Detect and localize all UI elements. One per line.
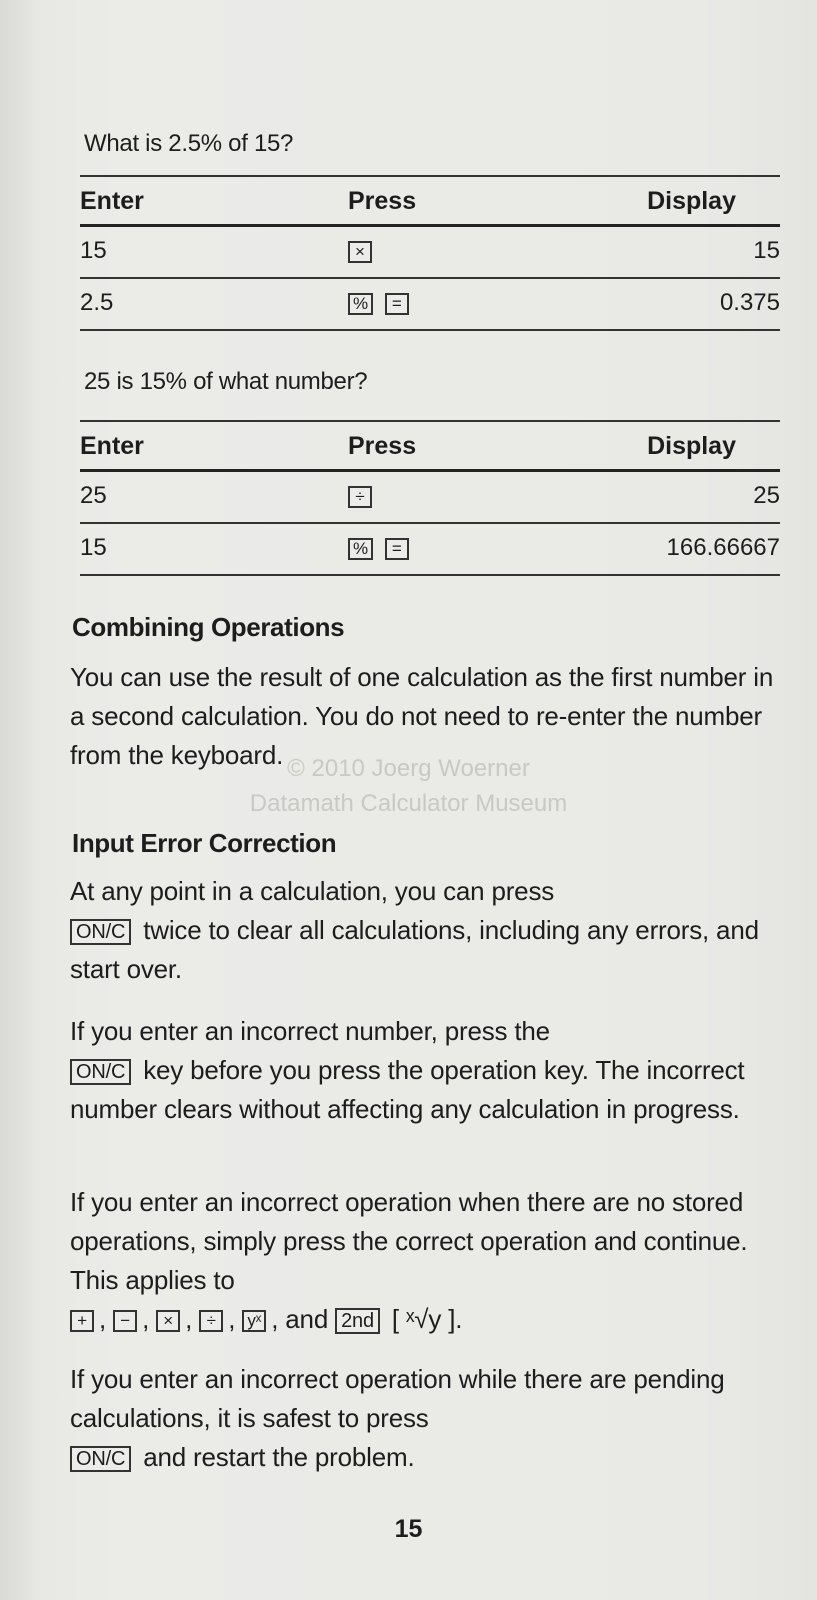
enter-value: 25 <box>80 471 348 524</box>
paragraph-text: If you enter an incorrect operation while there are pending calculations, it is safest to press <box>70 1364 725 1433</box>
second-function-key: 2nd <box>335 1308 380 1334</box>
input-error-paragraph-2 <box>70 1012 782 1129</box>
paragraph-text: key before you press the operation key. The incorrect number clears without affecting any calculation in progress. <box>70 1055 745 1124</box>
on-c-key: ON/C <box>70 1059 131 1085</box>
input-error-paragraph-4 <box>70 1360 782 1477</box>
combining-heading: Combining Operations <box>72 612 345 642</box>
press-keys <box>348 523 548 575</box>
input-error-paragraph-3: If you enter an incorrect operation when there are no stored operations, simply press the correct operation and continue. This applies to + , − , × , ÷ , yˣ , and 2nd [ ˣ√y ]. <box>70 1187 748 1334</box>
on-c-key: ON/C <box>70 919 131 945</box>
minus-key: − <box>113 1310 137 1332</box>
and-text: , and <box>271 1304 329 1334</box>
press-keys <box>348 471 548 524</box>
percent-key: % <box>348 538 373 560</box>
example2-question: 25 is 15% of what number? <box>84 368 368 395</box>
root-function-text: [ ˣ√y ]. <box>391 1304 463 1334</box>
press-keys <box>348 226 548 279</box>
table-row <box>80 278 780 330</box>
plus-key: + <box>70 1310 94 1332</box>
paragraph-text: If you enter an incorrect operation when there are no stored operations, simply press the correct operation and continue. This applies to <box>70 1187 748 1295</box>
display-value: 15 <box>548 226 780 279</box>
page-number: 15 <box>394 1515 423 1543</box>
example1-table <box>80 175 780 331</box>
header-enter: Enter <box>80 176 348 226</box>
display-value: 166.66667 <box>548 523 780 575</box>
input-error-paragraph-1 <box>70 872 782 989</box>
power-key: yˣ <box>242 1310 266 1332</box>
on-c-key: ON/C <box>70 1446 131 1472</box>
paragraph-text: At any point in a calculation, you can press <box>70 876 555 906</box>
watermark-line2: Datamath Calculator Museum <box>249 790 568 817</box>
table-row <box>80 471 780 524</box>
example2-table <box>80 420 780 576</box>
combining-text: You can use the result of one calculation as the first number in a second calculation. You do not need to re-enter the number from the keyboard. <box>70 662 774 770</box>
display-value: 25 <box>548 471 780 524</box>
paragraph-text: twice to clear all calculations, including any errors, and start over. <box>70 915 759 984</box>
multiply-key: × <box>156 1310 180 1332</box>
table-header-row <box>80 176 780 226</box>
paragraph-text: and restart the problem. <box>143 1442 415 1472</box>
enter-value: 15 <box>80 226 348 279</box>
watermark-line1: © 2010 Joerg Woerner <box>287 755 530 782</box>
divide-key: ÷ <box>348 486 372 508</box>
table-row <box>80 523 780 575</box>
enter-value: 2.5 <box>80 278 348 330</box>
divide-key: ÷ <box>199 1310 223 1332</box>
header-press: Press <box>348 421 548 471</box>
display-value: 0.375 <box>548 278 780 330</box>
header-display: Display <box>548 421 780 471</box>
table-header-row <box>80 421 780 471</box>
header-enter: Enter <box>80 421 348 471</box>
header-display: Display <box>548 176 780 226</box>
equals-key: = <box>385 538 409 560</box>
input-error-heading: Input Error Correction <box>72 828 337 858</box>
example1-question: What is 2.5% of 15? <box>84 130 294 157</box>
multiply-key: × <box>348 241 372 263</box>
header-press: Press <box>348 176 548 226</box>
paragraph-text: If you enter an incorrect number, press the <box>70 1016 550 1046</box>
percent-key: % <box>348 293 373 315</box>
table-row <box>80 226 780 279</box>
equals-key: = <box>385 293 409 315</box>
press-keys <box>348 278 548 330</box>
enter-value: 15 <box>80 523 348 575</box>
